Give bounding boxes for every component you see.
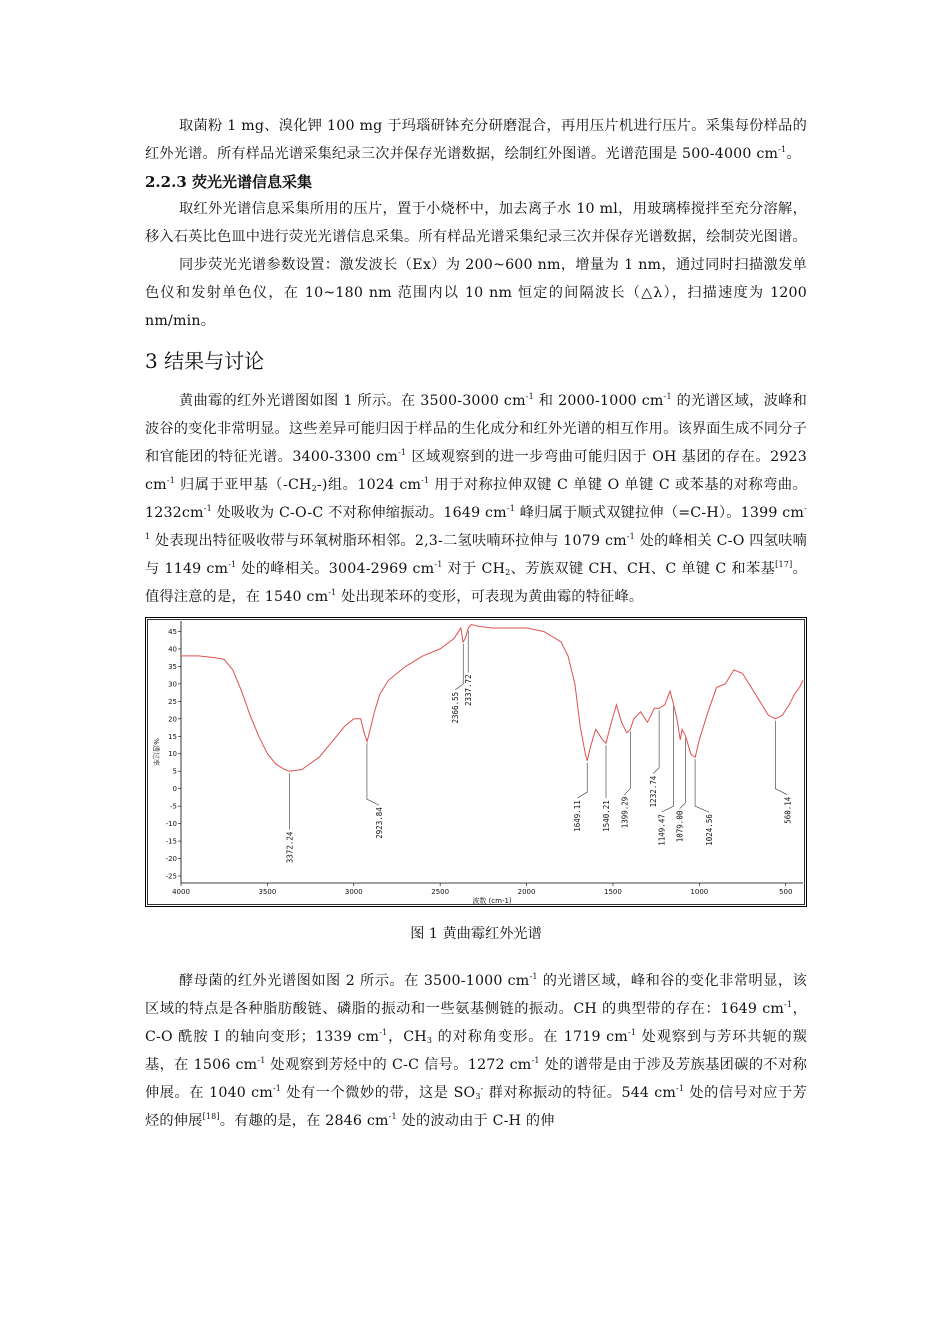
text-run: 和 2000-1000 cm (533, 393, 664, 409)
text-run: ，CH (387, 1029, 427, 1045)
peak-marker (577, 763, 587, 799)
text-run: -)组。1024 cm (316, 477, 422, 493)
peak-marker (367, 743, 379, 805)
y-tick-label: 45 (168, 627, 177, 636)
superscript: -1 (778, 145, 787, 154)
peak-label: 1399.29 (620, 796, 630, 829)
text-run: 峰归属于顺式双键拉伸（=C-H）。1399 cm (515, 505, 805, 521)
peak-label: 1232.74 (649, 775, 659, 808)
y-tick-label: -25 (165, 872, 177, 881)
superscript: -1 (434, 560, 443, 569)
x-tick-label: 1000 (690, 888, 709, 896)
text-run: 处有一个微妙的带，这是 SO (281, 1085, 476, 1101)
figure-caption: 图 1 黄曲霉红外光谱 (410, 926, 542, 942)
y-tick-label: 35 (168, 662, 177, 671)
peak-marker (662, 707, 674, 813)
superscript: -1 (676, 1084, 685, 1093)
paragraph-sync-params: 同步荧光光谱参数设置：激发波长（Ex）为 200~600 nm，增量为 1 nm，通过同时扫描激发单色仪和发射单色仪，在 10~180 nm 范围内以 10 nm 恒定的间隔波长（△λ），扫描速度为 1200 nm/min。 (145, 257, 807, 329)
text-run: 用于对称拉伸双键 C 单键 O 单键 C 或苯基的对称弯曲。1232cm (145, 477, 807, 521)
x-tick-label: 2000 (517, 888, 536, 896)
subscript: 2 (505, 568, 511, 577)
y-tick-label: -10 (165, 820, 177, 829)
peak-label: 560.14 (783, 796, 793, 824)
peak-marker (775, 721, 787, 795)
subscript: 3 (426, 1036, 433, 1045)
text-run: 。有趣的是，在 2846 cm (219, 1113, 389, 1129)
figure-border (146, 618, 807, 907)
text-run: 处表现出特征吸收带与环氧树脂环相邻。2,3-二氢呋喃环拉伸与 1079 cm (150, 533, 627, 549)
superscript: -1 (626, 532, 635, 541)
subscript: 2 (311, 484, 317, 493)
y-tick-label: 25 (168, 697, 177, 706)
document-page (145, 112, 807, 1135)
text-run: 归属于亚甲基（-CH (175, 477, 312, 493)
text-run: 黄曲霉的红外光谱图如图 1 所示。在 3500-3000 cm (179, 393, 526, 409)
peak-label: 3372.24 (285, 831, 295, 864)
superscript: -1 (627, 1028, 637, 1037)
text-run: 取菌粉 1 mg、溴化钾 100 mg 于玛瑙研钵充分研磨混合，再用压片机进行压片。采集每份样品的红外光谱。所有样品光谱采集纪录三次并保存光谱数据，绘制红外图谱。光谱范围是 500-4000 cm (145, 118, 807, 162)
y-tick-label: 30 (168, 680, 177, 689)
x-tick-label: 4000 (172, 888, 190, 896)
peak-marker (653, 710, 659, 773)
superscript: -1 (166, 476, 176, 485)
text-run: 处观察到与芳环共轭的羰基，在 1506 cm (145, 1029, 808, 1073)
peak-label: 2337.72 (464, 674, 474, 707)
y-tick-label: -15 (165, 837, 177, 846)
text-run: 处的峰相关 C-O 四氢呋喃与 1149 cm (145, 533, 807, 577)
text-run: 群对称振动的特征。544 cm (483, 1085, 677, 1101)
peak-label: 1149.47 (657, 814, 667, 846)
text-run: 处的峰相关。3004-2969 cm (236, 561, 435, 577)
paragraph-sample-prep (145, 112, 807, 168)
y-tick-label: 0 (172, 785, 177, 794)
peak-marker (624, 731, 630, 794)
x-tick-label: 3500 (258, 888, 277, 896)
superscript: -1 (328, 588, 337, 597)
text-run: 处吸收为 C-O-C 不对称伸缩振动。1649 cm (211, 505, 507, 521)
superscript: -1 (379, 1028, 388, 1037)
y-tick-label: 40 (168, 645, 177, 654)
text-run: 的光谱区域，峰和谷的变化非常明显，该区域的特点是各种脂肪酸链、磷脂的振动和一些氨基侧链的振动。CH 的典型带的存在：1649 cm (145, 973, 808, 1017)
text-run: 。值得注意的是，在 1540 cm (145, 561, 807, 605)
peak-label: 2923.84 (374, 807, 384, 839)
peak-label: 1540.21 (601, 800, 611, 832)
text-run: 对于 CH (442, 561, 506, 577)
text-run: 酵母菌的红外光谱图如图 2 所示。在 3500-1000 cm (179, 973, 530, 989)
text-run: 处出现苯环的变形，可表现为黄曲霉的特征峰。 (336, 589, 644, 605)
x-tick-label: 500 (779, 888, 793, 896)
text-run: 处的谱带是由于涉及芳族基团碳的不对称伸展。在 1040 cm (145, 1057, 807, 1101)
superscript: -1 (784, 1000, 793, 1009)
subsection-heading-fluorescence: 2.2.3 荧光光谱信息采集 (145, 173, 312, 191)
y-tick-label: -20 (165, 855, 177, 864)
subscript: 3 (475, 1092, 481, 1101)
ir-spectrum-chart (145, 617, 807, 907)
x-tick-label: 3000 (344, 888, 363, 896)
paragraph-fluorescence-collection: 取红外光谱信息采集所用的压片，置于小烧杯中，加去离子水 10 ml，用玻璃棒搅拌至充分溶解，移入石英比色皿中进行荧光光谱信息采集。所有样品光谱采集纪录三次并保存光谱数据，绘制荧光图谱。 (145, 201, 807, 245)
peak-label: 1079.00 (675, 810, 685, 843)
text-run: 、芳族双键 CH、CH、C 单键 C 和苯基 (510, 561, 776, 577)
superscript: -1 (272, 1084, 282, 1093)
superscript: -1 (663, 392, 672, 401)
superscript: [18] (202, 1112, 220, 1121)
peak-label: 1024.56 (705, 814, 715, 846)
text-run: ，C-O 酰胺 I 的轴向变形；1339 cm (145, 1001, 808, 1045)
figure-ir-spectrum (145, 617, 807, 907)
text-run: 。 (786, 146, 801, 162)
section-heading-results: 3 结果与讨论 (145, 349, 265, 373)
text-run: 处的信号对应于芳烃的伸展 (145, 1085, 808, 1129)
superscript: -1 (398, 448, 407, 457)
x-tick-label: 1500 (604, 888, 622, 896)
superscript: -1 (228, 560, 237, 569)
y-tick-label: 15 (168, 732, 177, 741)
x-axis-label: 波数 (cm-1) (472, 897, 512, 905)
superscript: -1 (203, 504, 212, 513)
superscript: -1 (388, 1112, 397, 1121)
y-tick-label: 10 (168, 750, 177, 759)
text-run: 的光谱区域，波峰和波谷的变化非常明显。这些差异可能归因于样品的生化成分和红外光谱的相互作用。该界面生成不同分子和官能团的特征光谱。3400-3300 cm (145, 393, 808, 465)
y-tick-label: 20 (168, 715, 177, 724)
figure-border-inner (148, 620, 805, 905)
superscript: -1 (525, 392, 534, 401)
text-run: 处观察到芳烃中的 C-C 信号。1272 cm (265, 1057, 532, 1073)
superscript: -1 (531, 1056, 540, 1065)
superscript: [17] (775, 560, 793, 569)
y-axis-label: %透过率 (152, 738, 160, 766)
superscript: -1 (506, 504, 516, 513)
text-run: 区域观察到的进一步弯曲可能归因于 OH 基团的存在。2923 cm (145, 449, 807, 493)
y-tick-label: -5 (170, 802, 177, 811)
superscript: - (480, 1084, 484, 1093)
superscript: -1 (529, 972, 538, 981)
peak-marker (680, 738, 686, 808)
text-run: 的对称角变形。在 1719 cm (432, 1029, 628, 1045)
superscript: -1 (421, 476, 430, 485)
superscript: -1 (145, 504, 807, 541)
y-tick-label: 5 (172, 767, 177, 776)
peak-marker (455, 644, 463, 690)
peak-marker (695, 759, 709, 812)
text-run: 处的波动由于 C-H 的伸 (396, 1113, 555, 1129)
paragraph-yeast-ir (145, 967, 807, 1135)
peak-label: 2366.55 (451, 691, 461, 724)
paragraph-aflavus-ir (145, 387, 807, 611)
x-tick-label: 2500 (431, 888, 450, 896)
spectrum-line (181, 625, 803, 772)
superscript: -1 (257, 1056, 266, 1065)
peak-label: 1649.11 (573, 800, 583, 832)
